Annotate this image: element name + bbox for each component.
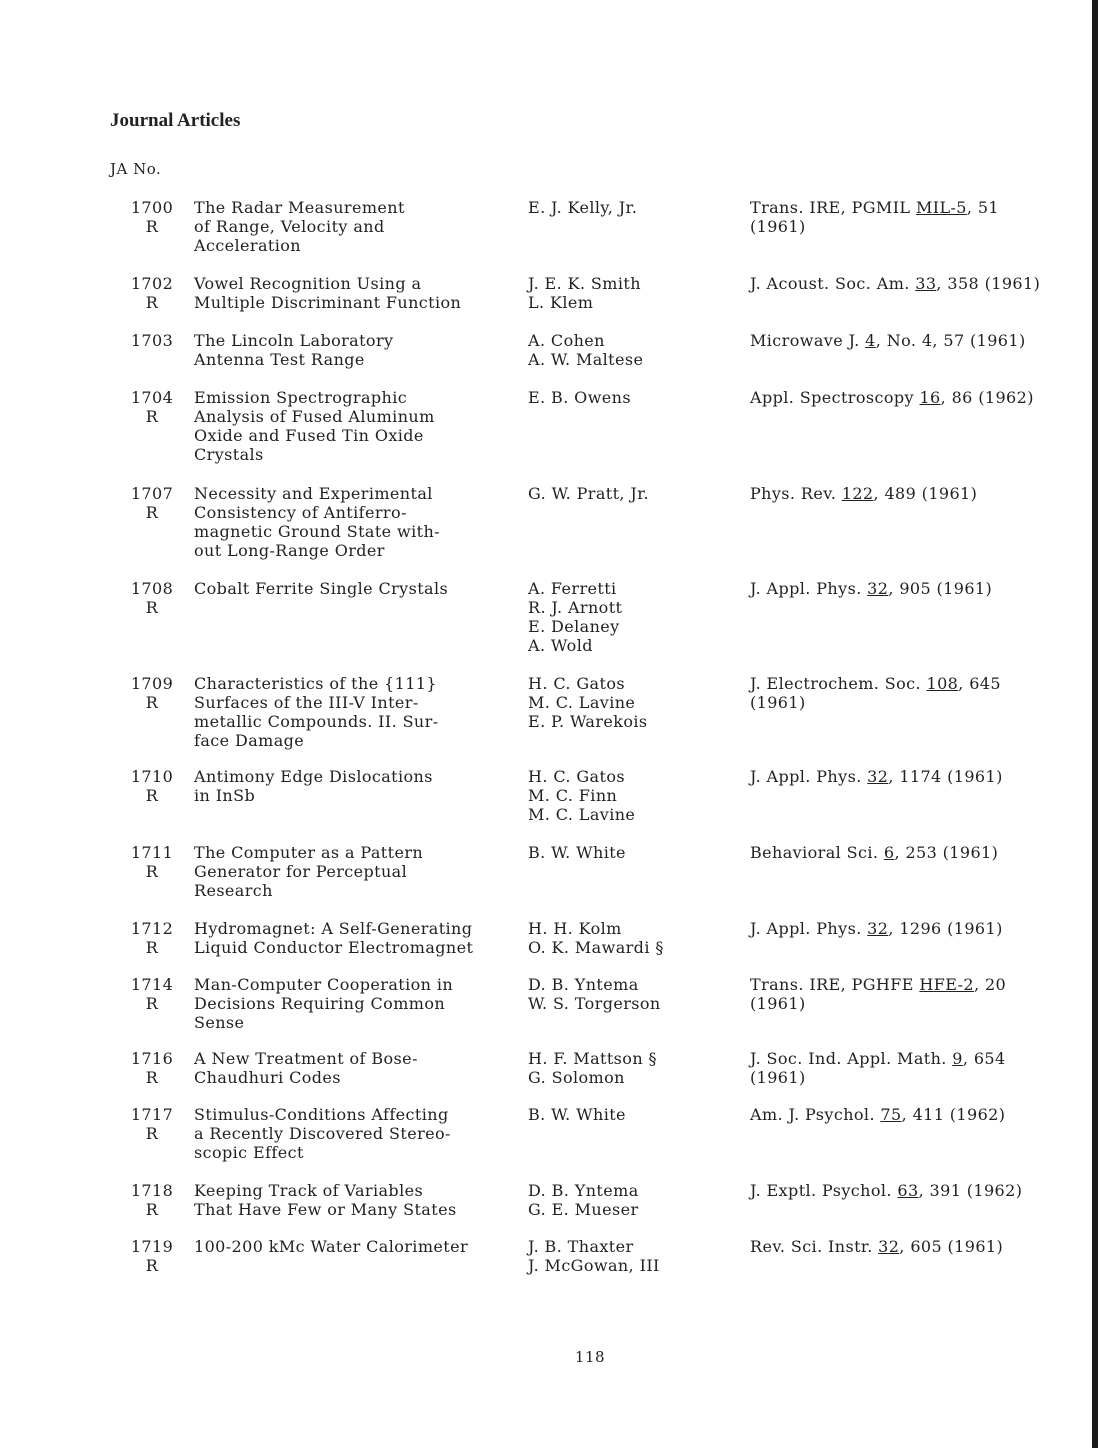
journal-citation (750, 674, 1080, 712)
article-row (110, 484, 1080, 560)
journal-citation (750, 975, 1080, 1013)
ja-number-cell (110, 198, 194, 236)
journal-name: Rev. Sci. Instr. (750, 1237, 879, 1256)
author-name: G. E. Mueser (528, 1200, 639, 1219)
article-row (110, 388, 1080, 464)
title-line: Liquid Conductor Electromagnet (194, 938, 474, 957)
ja-suffix: R (145, 1256, 159, 1275)
author-name: J. McGowan, III (528, 1256, 660, 1275)
journal-citation (750, 1105, 1080, 1124)
ja-suffix: R (145, 994, 159, 1013)
citation-line (750, 484, 1080, 503)
journal-citation (750, 767, 1080, 786)
ja-suffix: R (145, 693, 159, 712)
citation-line (750, 1049, 1080, 1068)
title-line: The Computer as a Pattern (194, 843, 424, 862)
title-line: Antenna Test Range (194, 350, 365, 369)
ja-number-cell (110, 767, 194, 805)
ja-number-cell (110, 331, 194, 350)
article-row (110, 579, 1080, 655)
journal-volume: 32 (867, 767, 889, 786)
journal-name: Microwave J. (750, 331, 866, 350)
citation-line (750, 274, 1080, 293)
ja-number: 1702 (130, 274, 174, 293)
journal-pages-year: , 645 (958, 674, 1001, 693)
title-line: of Range, Velocity and (194, 217, 385, 236)
journal-citation (750, 198, 1080, 236)
citation-line (750, 1181, 1080, 1200)
ja-suffix: R (145, 1124, 159, 1143)
ja-suffix: R (145, 1068, 159, 1087)
journal-citation (750, 919, 1080, 938)
title-line: Crystals (194, 445, 264, 464)
journal-citation (750, 843, 1080, 862)
journal-pages-year: , 905 (1961) (888, 579, 993, 598)
journal-pages-year: , 253 (1961) (894, 843, 999, 862)
ja-number-cell (110, 579, 194, 617)
article-authors (528, 1105, 750, 1124)
citation-line (750, 674, 1080, 693)
article-row (110, 198, 1080, 255)
author-name: W. S. Torgerson (528, 994, 661, 1013)
title-line: That Have Few or Many States (194, 1200, 457, 1219)
title-line: Research (194, 881, 273, 900)
article-title (194, 274, 528, 312)
journal-volume: 108 (926, 674, 959, 693)
article-title (194, 579, 528, 598)
article-authors (528, 579, 750, 655)
ja-suffix: R (145, 293, 159, 312)
journal-pages-year: , 411 (1962) (901, 1105, 1006, 1124)
ja-suffix: R (145, 862, 159, 881)
citation-line (750, 1237, 1080, 1256)
journal-year: (1961) (750, 994, 806, 1013)
title-line: The Lincoln Laboratory (194, 331, 394, 350)
title-line: Chaudhuri Codes (194, 1068, 341, 1087)
article-row (110, 331, 1080, 369)
ja-number-cell (110, 843, 194, 881)
journal-volume: 32 (878, 1237, 900, 1256)
title-line: Man-Computer Cooperation in (194, 975, 454, 994)
ja-number-cell (110, 1105, 194, 1143)
journal-name: Behavioral Sci. (750, 843, 884, 862)
journal-name: Trans. IRE, PGHFE (750, 975, 920, 994)
journal-pages-year: , 358 (1961) (936, 274, 1041, 293)
ja-suffix: R (145, 503, 159, 522)
title-line: in InSb (194, 786, 256, 805)
ja-number: 1709 (130, 674, 174, 693)
title-line: Multiple Discriminant Function (194, 293, 462, 312)
citation-line (750, 388, 1080, 407)
article-row (110, 1181, 1080, 1219)
article-authors (528, 843, 750, 862)
journal-name: Phys. Rev. (750, 484, 842, 503)
article-authors (528, 198, 750, 217)
ja-number-cell (110, 975, 194, 1013)
ja-number: 1719 (130, 1237, 174, 1256)
article-row (110, 767, 1080, 824)
journal-volume: 33 (915, 274, 937, 293)
ja-number-cell (110, 919, 194, 957)
journal-pages-year: , 20 (973, 975, 1007, 994)
author-name: D. B. Yntema (528, 1181, 639, 1200)
article-title (194, 484, 528, 560)
section-heading: Journal Articles (110, 110, 241, 131)
article-authors (528, 1049, 750, 1087)
journal-pages-year: , 51 (966, 198, 999, 217)
ja-suffix: R (145, 598, 159, 617)
journal-volume: 6 (883, 843, 895, 862)
ja-number-cell (110, 1181, 194, 1219)
title-line: Emission Spectrographic (194, 388, 408, 407)
author-name: J. E. K. Smith (528, 274, 641, 293)
citation-line (750, 843, 1080, 862)
journal-volume: 32 (867, 919, 889, 938)
journal-name: Appl. Spectroscopy (750, 388, 920, 407)
journal-name: J. Appl. Phys. (750, 919, 868, 938)
title-line: Oxide and Fused Tin Oxide (194, 426, 424, 445)
title-line: magnetic Ground State with- (194, 522, 440, 541)
title-line: face Damage (194, 731, 305, 750)
title-line: scopic Effect (194, 1143, 304, 1162)
journal-pages-year: , 1296 (1961) (888, 919, 1003, 938)
ja-number: 1708 (130, 579, 174, 598)
title-line: Acceleration (194, 236, 302, 255)
article-title (194, 331, 528, 369)
article-authors (528, 1237, 750, 1275)
journal-citation (750, 1181, 1080, 1200)
page-number: 118 (574, 1348, 606, 1366)
title-line: a Recently Discovered Stereo- (194, 1124, 451, 1143)
journal-volume: 9 (952, 1049, 963, 1068)
journal-volume: MIL-5 (915, 198, 967, 217)
author-name: A. W. Maltese (528, 350, 644, 369)
ja-number: 1714 (130, 975, 174, 994)
article-title (194, 767, 528, 805)
article-title (194, 388, 528, 464)
ja-number: 1707 (130, 484, 174, 503)
citation-line (750, 767, 1080, 786)
journal-volume: HFE-2 (919, 975, 974, 994)
author-name: A. Cohen (528, 331, 605, 350)
title-line: The Radar Measurement (194, 198, 405, 217)
journal-volume: 16 (919, 388, 941, 407)
ja-number-cell (110, 274, 194, 312)
ja-suffix: R (145, 407, 159, 426)
title-line: Generator for Perceptual (194, 862, 408, 881)
journal-name: J. Appl. Phys. (750, 579, 868, 598)
article-title (194, 1105, 528, 1162)
author-name: L. Klem (528, 293, 594, 312)
citation-line (750, 198, 1080, 217)
article-title (194, 674, 528, 750)
title-line: Stimulus-Conditions Affecting (194, 1105, 449, 1124)
journal-pages-year: , 86 (1962) (940, 388, 1034, 407)
article-authors (528, 767, 750, 824)
article-authors (528, 331, 750, 369)
journal-pages-year: , 605 (1961) (899, 1237, 1004, 1256)
ja-number-column-label: JA No. (110, 160, 162, 178)
journal-citation (750, 388, 1080, 407)
author-name: B. W. White (528, 1105, 626, 1124)
article-title (194, 1049, 528, 1087)
journal-volume: 4 (865, 331, 876, 350)
ja-number: 1717 (130, 1105, 174, 1124)
journal-citation (750, 331, 1080, 350)
article-authors (528, 1181, 750, 1219)
ja-number: 1718 (130, 1181, 174, 1200)
article-row (110, 1237, 1080, 1275)
title-line: metallic Compounds. II. Sur- (194, 712, 439, 731)
title-line: Characteristics of the {111} (194, 674, 437, 693)
ja-suffix: R (145, 786, 159, 805)
author-name: A. Wold (528, 636, 593, 655)
journal-name: Am. J. Psychol. (750, 1105, 881, 1124)
author-name: M. C. Finn (528, 786, 618, 805)
title-line: Sense (194, 1013, 245, 1032)
journal-name: J. Exptl. Psychol. (750, 1181, 898, 1200)
ja-number-cell (110, 1237, 194, 1275)
article-row (110, 919, 1080, 957)
journal-name: J. Electrochem. Soc. (750, 674, 927, 693)
author-name: H. H. Kolm (528, 919, 622, 938)
article-row (110, 843, 1080, 900)
article-authors (528, 919, 750, 957)
title-line: Surfaces of the III-V Inter- (194, 693, 419, 712)
ja-number-cell (110, 1049, 194, 1087)
journal-name: J. Acoust. Soc. Am. (750, 274, 916, 293)
journal-pages-year: , 489 (1961) (873, 484, 978, 503)
page-edge-bar (1092, 0, 1098, 1448)
journal-pages-year: , 391 (1962) (918, 1181, 1023, 1200)
author-name: R. J. Arnott (528, 598, 623, 617)
ja-number-cell (110, 674, 194, 712)
title-line: out Long-Range Order (194, 541, 385, 560)
author-name: G. Solomon (528, 1068, 625, 1087)
journal-citation (750, 484, 1080, 503)
author-name: D. B. Yntema (528, 975, 639, 994)
article-row (110, 674, 1080, 750)
ja-number: 1712 (130, 919, 174, 938)
article-authors (528, 674, 750, 731)
journal-citation (750, 1049, 1080, 1087)
ja-number: 1703 (130, 331, 174, 350)
journal-citation (750, 1237, 1080, 1256)
journal-year: (1961) (750, 217, 806, 236)
author-name: M. C. Lavine (528, 805, 636, 824)
author-name: O. K. Mawardi § (528, 938, 664, 957)
article-row (110, 1105, 1080, 1162)
journal-pages-year: , 1174 (1961) (888, 767, 1003, 786)
article-authors (528, 975, 750, 1013)
article-title (194, 1237, 528, 1256)
ja-number: 1700 (130, 198, 174, 217)
article-authors (528, 274, 750, 312)
ja-suffix: R (145, 938, 159, 957)
article-title (194, 975, 528, 1032)
ja-number-cell (110, 388, 194, 426)
ja-suffix: R (145, 1200, 159, 1219)
title-line: Decisions Requiring Common (194, 994, 446, 1013)
ja-number: 1716 (130, 1049, 174, 1068)
article-row (110, 975, 1080, 1032)
journal-name: Trans. IRE, PGMIL (750, 198, 916, 217)
author-name: E. B. Owens (528, 388, 631, 407)
journal-volume: 32 (867, 579, 889, 598)
article-title (194, 843, 528, 900)
title-line: Vowel Recognition Using a (194, 274, 422, 293)
citation-line (750, 579, 1080, 598)
author-name: E. Delaney (528, 617, 620, 636)
citation-line (750, 919, 1080, 938)
author-name: B. W. White (528, 843, 626, 862)
journal-year: (1961) (750, 1068, 806, 1087)
article-title (194, 198, 528, 255)
title-line: Necessity and Experimental (194, 484, 433, 503)
journal-volume: 75 (880, 1105, 902, 1124)
title-line: Analysis of Fused Aluminum (194, 407, 435, 426)
article-authors (528, 484, 750, 503)
author-name: M. C. Lavine (528, 693, 636, 712)
journal-volume: 63 (897, 1181, 919, 1200)
journal-name: J. Soc. Ind. Appl. Math. (750, 1049, 953, 1068)
title-line: A New Treatment of Bose- (194, 1049, 418, 1068)
ja-number: 1710 (130, 767, 174, 786)
citation-line (750, 331, 1080, 350)
journal-citation (750, 579, 1080, 598)
author-name: J. B. Thaxter (528, 1237, 634, 1256)
title-line: Antimony Edge Dislocations (194, 767, 433, 786)
journal-year: (1961) (750, 693, 806, 712)
journal-name: J. Appl. Phys. (750, 767, 868, 786)
journal-pages-year: , No. 4, 57 (1961) (875, 331, 1026, 350)
citation-line (750, 975, 1080, 994)
ja-suffix: R (145, 217, 159, 236)
author-name: A. Ferretti (528, 579, 617, 598)
article-authors (528, 388, 750, 407)
ja-number-cell (110, 484, 194, 522)
title-line: Hydromagnet: A Self-Generating (194, 919, 473, 938)
journal-volume: 122 (841, 484, 874, 503)
title-line: Consistency of Antiferro- (194, 503, 407, 522)
journal-pages-year: , 654 (962, 1049, 1006, 1068)
author-name: E. P. Warekois (528, 712, 648, 731)
title-line: 100-200 kMc Water Calorimeter (194, 1237, 469, 1256)
ja-number: 1704 (130, 388, 174, 407)
title-line: Cobalt Ferrite Single Crystals (194, 579, 449, 598)
author-name: H. C. Gatos (528, 674, 625, 693)
author-name: G. W. Pratt, Jr. (528, 484, 649, 503)
article-row (110, 274, 1080, 312)
author-name: H. F. Mattson § (528, 1049, 657, 1068)
journal-citation (750, 274, 1080, 293)
article-title (194, 1181, 528, 1219)
author-name: H. C. Gatos (528, 767, 625, 786)
article-row (110, 1049, 1080, 1087)
title-line: Keeping Track of Variables (194, 1181, 424, 1200)
citation-line (750, 1105, 1080, 1124)
author-name: E. J. Kelly, Jr. (528, 198, 638, 217)
article-title (194, 919, 528, 957)
ja-number: 1711 (130, 843, 174, 862)
